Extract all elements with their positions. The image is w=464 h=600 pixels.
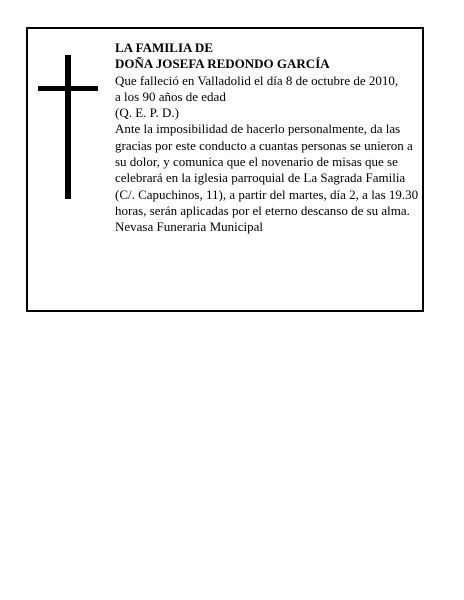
notice-text: [115, 40, 421, 236]
cross-vertical-bar: [65, 55, 71, 199]
funeral-home-name: Nevasa Funeraria Municipal: [115, 219, 264, 235]
latin-cross-icon: [38, 55, 98, 199]
death-info-line-2: a los 90 años de edad: [115, 88, 226, 104]
notice-heading-family: LA FAMILIA DE: [115, 40, 213, 55]
notice-body-text: Ante la imposibilidad de hacerlo personalmente, da las gracias por este conducto a cuantas personas se unieron a su dolor, y comunica que el novenario de misas que se celebrará en la iglesia parroquial de La Sagrada Familia (C/. Capuchinos, 11), a partir del martes, día 2, a las 19.30 horas, serán aplicadas por el eterno descanso de su alma.: [115, 121, 419, 218]
cross-horizontal-bar: [38, 86, 98, 91]
notice-heading-deceased-name: DOÑA JOSEFA REDONDO GARCÍA: [115, 56, 330, 72]
death-info-line-1: Que falleció en Valladolid el día 8 de octubre de 2010,: [115, 72, 399, 88]
rip-abbreviation: (Q. E. P. D.): [115, 105, 179, 121]
obituary-notice: [26, 27, 424, 312]
